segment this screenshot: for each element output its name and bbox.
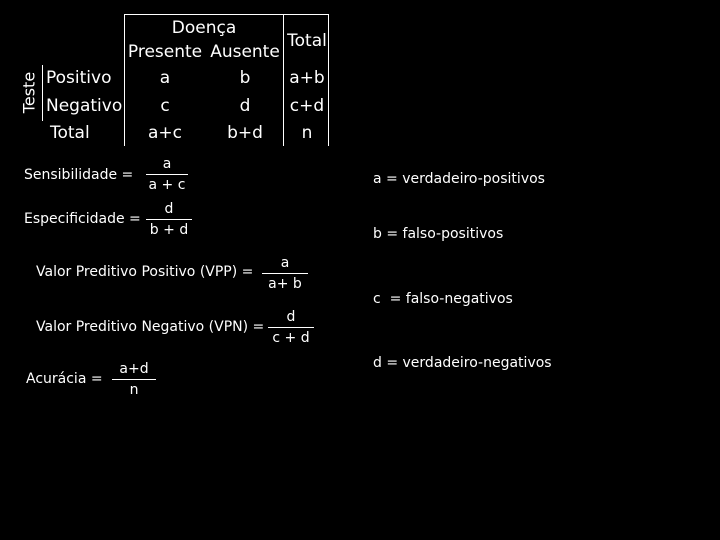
ppv-fraction <box>262 254 308 293</box>
cell-c: c <box>160 96 170 116</box>
fraction-bar <box>146 174 188 175</box>
npv-label: Valor Preditivo Negativo (VPN) = <box>36 319 265 335</box>
table-top-border <box>124 14 329 15</box>
legend-c: c = falso-negativos <box>373 291 513 307</box>
accuracy-denominator: n <box>129 382 139 398</box>
legend-b: b = falso-positivos <box>373 226 504 242</box>
col-header-absent: Ausente <box>210 42 280 62</box>
legend-a: a = verdadeiro-positivos <box>373 171 545 187</box>
col-header-present: Presente <box>127 42 203 62</box>
ppv-numerator: a <box>280 255 290 271</box>
cell-n: n <box>301 123 313 143</box>
npv-denominator: c + d <box>272 330 310 346</box>
cell-a: a <box>159 68 171 88</box>
sensitivity-fraction <box>146 155 188 194</box>
specificity-numerator: d <box>164 201 174 217</box>
cell-b-plus-d: b+d <box>227 123 263 143</box>
npv-fraction <box>268 308 314 347</box>
sensitivity-denominator: a + c <box>148 177 186 193</box>
test-side-label: Teste <box>19 71 39 114</box>
total-header: Total <box>287 31 327 51</box>
disease-header: Doença <box>171 18 237 38</box>
row-label-negative: Negativo <box>46 96 123 116</box>
row-label-total: Total <box>50 123 90 143</box>
fraction-bar <box>262 273 308 274</box>
sensitivity-numerator: a <box>162 156 172 172</box>
accuracy-numerator: a+d <box>119 361 149 377</box>
accuracy-label: Acurácia = <box>26 371 103 387</box>
cell-d: d <box>239 96 251 116</box>
row-label-positive: Positivo <box>46 68 112 88</box>
specificity-denominator: b + d <box>149 222 189 238</box>
specificity-label: Especificidade = <box>24 211 141 227</box>
cell-c-plus-d: c+d <box>289 96 325 116</box>
fraction-bar <box>268 327 314 328</box>
cell-a-plus-c: a+c <box>147 123 182 143</box>
npv-numerator: d <box>286 309 296 325</box>
cell-a-plus-b: a+b <box>289 68 325 88</box>
fraction-bar <box>112 379 156 380</box>
specificity-fraction <box>146 200 192 239</box>
ppv-denominator: a+ b <box>268 276 302 292</box>
cell-b: b <box>239 68 251 88</box>
ppv-label: Valor Preditivo Positivo (VPP) = <box>36 264 254 280</box>
fraction-bar <box>146 219 192 220</box>
legend-d: d = verdadeiro-negativos <box>373 355 552 371</box>
side-label-divider <box>42 65 43 121</box>
accuracy-fraction <box>112 360 156 399</box>
sensitivity-label: Sensibilidade = <box>24 167 134 183</box>
